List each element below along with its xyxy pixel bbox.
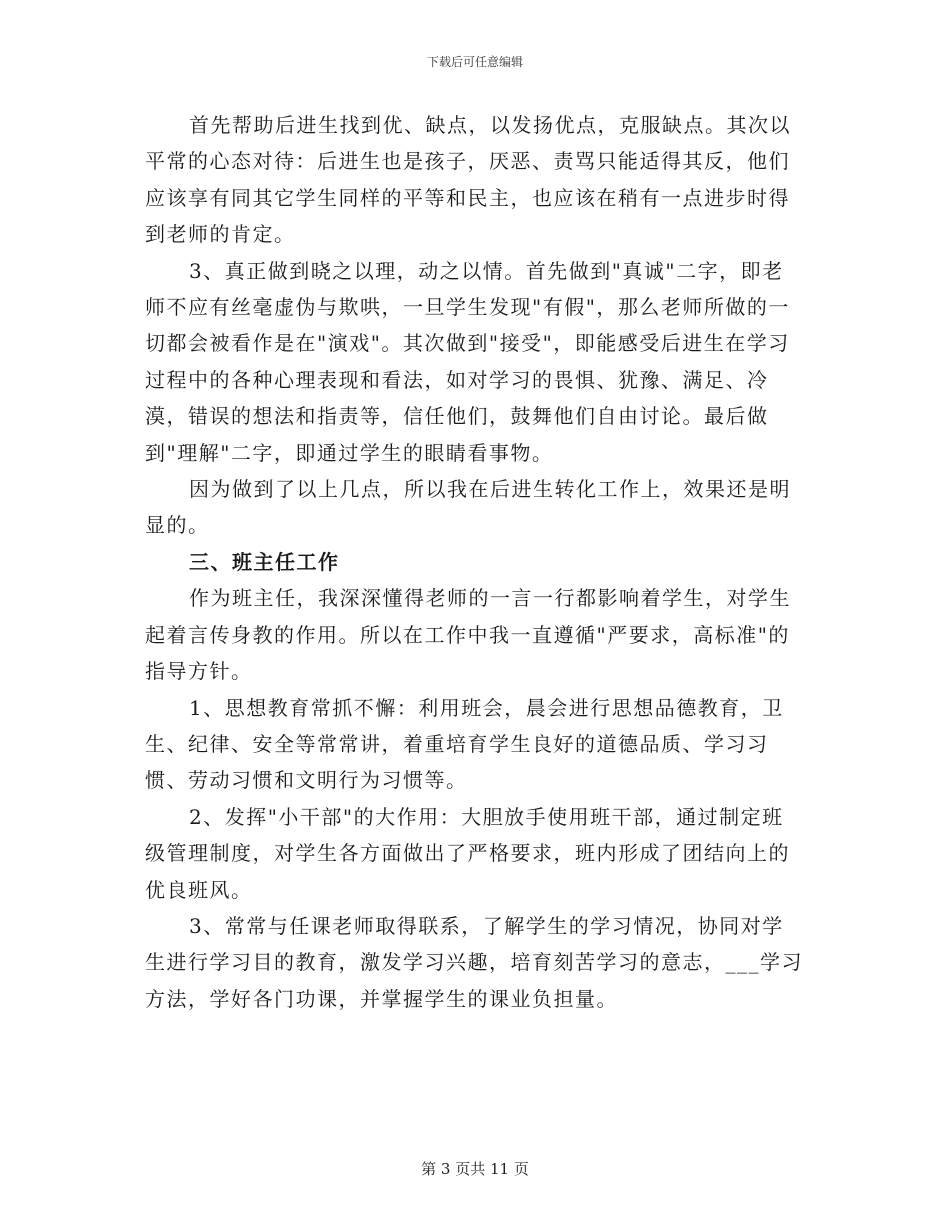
document-body <box>145 107 805 1017</box>
paragraph: 1、思想教育常抓不懈：利用班会，晨会进行思想品德教育，卫生、纪律、安全等常常讲，着重培育学生良好的道德品质、学习习惯、劳动习惯和文明行为习惯等。 <box>145 695 784 793</box>
paragraph: 2、发挥"小干部"的大作用：大胆放手使用班干部，通过制定班级管理制度，对学生各方面做出了严格要求，班内形成了团结向上的优良班风。 <box>145 804 790 902</box>
paragraph: 因为做到了以上几点，所以我在后进生转化工作上，效果还是明显的。 <box>145 477 791 538</box>
paragraph: 3、真正做到晓之以理，动之以情。首先做到"真诚"二字，即老师不应有丝毫虚伪与欺哄，一旦学生发现"有假"，那么老师所做的一切都会被看作是在"演戏"。其次做到"接受"，即能感受后进生在学习过程中的各种心理表现和看法，如对学习的畏惧、犹豫、满足、冷漠，错误的想法和指责等，信任他们，鼓舞他们自由讨论。最后做到"理解"二字，即通过学生的眼睛看事物。 <box>145 258 790 465</box>
page-header: 下载后可任意编辑 <box>426 55 523 69</box>
section-heading: 三、班主任工作 <box>189 549 340 574</box>
paragraph: 首先帮助后进生找到优、缺点，以发扬优点，克服缺点。其次以平常的心态对待：后进生也是孩子，厌恶、责骂只能适得其反，他们应该享有同其它学生同样的平等和民主，也应该在稍有一点进步时得到老师的肯定。 <box>145 113 791 247</box>
page-footer: 第 3 页共 11 页 <box>421 1160 529 1178</box>
paragraph: 作为班主任，我深深懂得老师的一言一行都影响着学生，对学生起着言传身教的作用。所以在工作中我一直遵循"严要求，高标准"的指导方针。 <box>145 586 791 684</box>
paragraph: 3、常常与任课老师取得联系，了解学生的学习情况，协同对学生进行学习目的教育，激发学习兴趣，培育刻苦学习的意志，___学习方法，学好各门功课，并掌握学生的课业负担量。 <box>145 913 803 1011</box>
